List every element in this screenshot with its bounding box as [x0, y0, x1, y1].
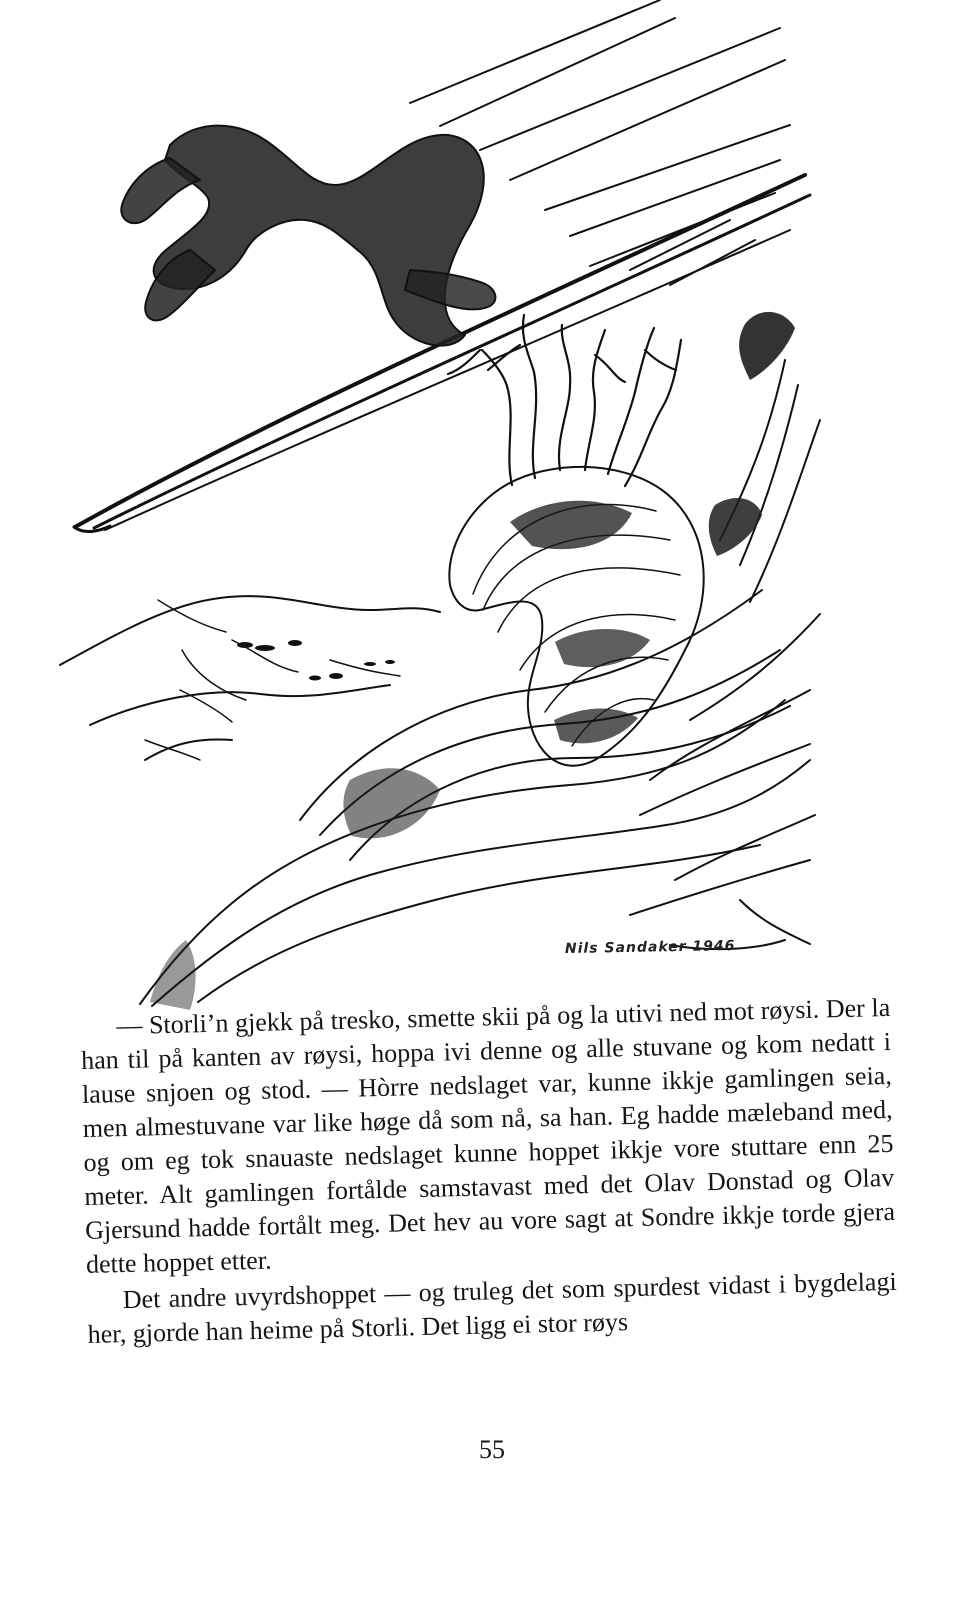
paragraph-1: — Storli’n gjekk på tresko, smette skii på og la utivi ned mot røysi. Der la han til på kanten av røysi, hoppa ivi denne og alle stuvane og kom nedatt i lause snjoen og stod. — Hòrre nedslaget var, kunne ikkje gamlingen seia, men almestuvane var like høge då som nå, sa han. Eg hadde mæleband med, og om eg tok snauaste nedslaget kunne hoppet ikkje vore stuttare enn 25 meter. Alt gamlingen fortålde samstavast med det Olav Donstad og Olav Gjersund hadde fortålt meg. Det hev au vore sagt at Sondre ikkje torde gjera dette hoppet etter.	[80, 992, 896, 1279]
ski-jumper-illustration-icon	[50, 0, 830, 1020]
page-number: 55	[479, 1435, 505, 1464]
artist-signature	[565, 923, 796, 981]
page-body-text	[80, 991, 898, 1352]
ski-jumper-illustration	[50, 0, 830, 1020]
signature-text: Nils Sandaker 1946	[564, 938, 736, 958]
paragraph-2: Det andre uvyrdshoppet — og truleg det som spurdest vidast i bygdelagi her, gjorde han heime på Storli. Det ligg ei stor røys	[87, 1266, 897, 1349]
